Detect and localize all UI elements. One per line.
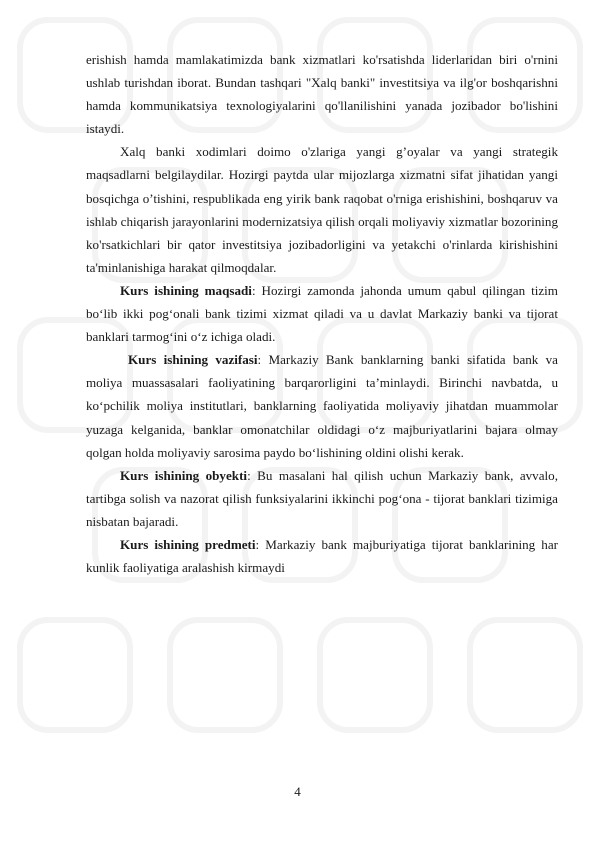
term-predmeti: Kurs ishining predmeti: [120, 536, 256, 552]
term-obyekti: Kurs ishining obyekti: [120, 467, 248, 483]
paragraph-text: : Markaziy bank majburiyatiga tijorat banklarining har kunlik faoliyatiga aralashish kirmaydi: [86, 536, 558, 576]
document-page: [86, 48, 558, 579]
paragraph-text: : Bu masalani hal qilish uchun Markaziy bank, avvalo, tartibga solish va nazorat qilish funksiyalarini ikkinchi pog‘ona - tijorat banklari tizimiga nisbatan bajaradi.: [86, 467, 559, 529]
term-maqsadi: Kurs ishining maqsadi: [120, 282, 252, 298]
paragraph-maqsadi: [86, 279, 558, 348]
paragraph-text: Xalq banki xodimlari doimo o'zlariga yangi g’oyalar va yangi strategik maqsadlarni belgilaydilar. Hozirgi paytda ular mijozlarga xizmatni sifat jihatidan yangi bosqichga o’tishini, respublikada eng yirik bank raqobat o'rniga erishishini, boshqaruv va ishlab chiqarish jarayonlarini modernizatsiya qilish orqali moliyaviy xizmatlar bozorining ko'rsatkichlari bir qator investitsiya jozibadorligini va yetakchi o'rinlarda kirishishini ta'minlanishiga harakat qilmoqdalar.: [86, 144, 558, 275]
paragraph-predmeti: [86, 533, 558, 579]
page-number: 4: [294, 784, 301, 799]
paragraph-intro: [86, 48, 558, 140]
paragraph-text: : Hozirgi zamonda jahonda umum qabul qilingan tizim bo‘lib ikki pog‘onali bank tizimi xizmat qiladi va u davlat Markaziy banki va tijorat banklari tarmog‘ini o‘z ichiga oladi.: [86, 282, 558, 345]
paragraph-text: : Markaziy Bank banklarning banki sifatida bank va moliya muassasalari faoliyatining barqarorligini ta’minlaydi. Birinchi navbatda, u ko‘pchilik moliya institutlari, banklarning faoliyatida moliyaviy jihatdan muammolar yuzaga kelganida, banklar omonatchilar oldidagi o‘z majburiyatlarini bajara olmay qolgan holda moliyaviy sarosima paydo bo‘lishining oldini olishi kerak.: [86, 352, 558, 460]
term-vazifasi: Kurs ishining vazifasi: [128, 352, 258, 368]
paragraph-vazifasi: [86, 348, 558, 463]
paragraph-xalq-banki: [86, 140, 558, 279]
paragraph-text: erishish hamda mamlakatimizda bank xizmatlari ko'rsatishda liderlaridan biri o'rnini ushlab turishdan iborat. Bundan tashqari "Xalq banki" investitsiya va ilg'or boshqarishni hamda kommunikatsiya texnologiyalarini qo'llanilishini yanada jozibador bo'lishini istaydi.: [86, 52, 558, 137]
paragraph-obyekti: [86, 464, 558, 533]
